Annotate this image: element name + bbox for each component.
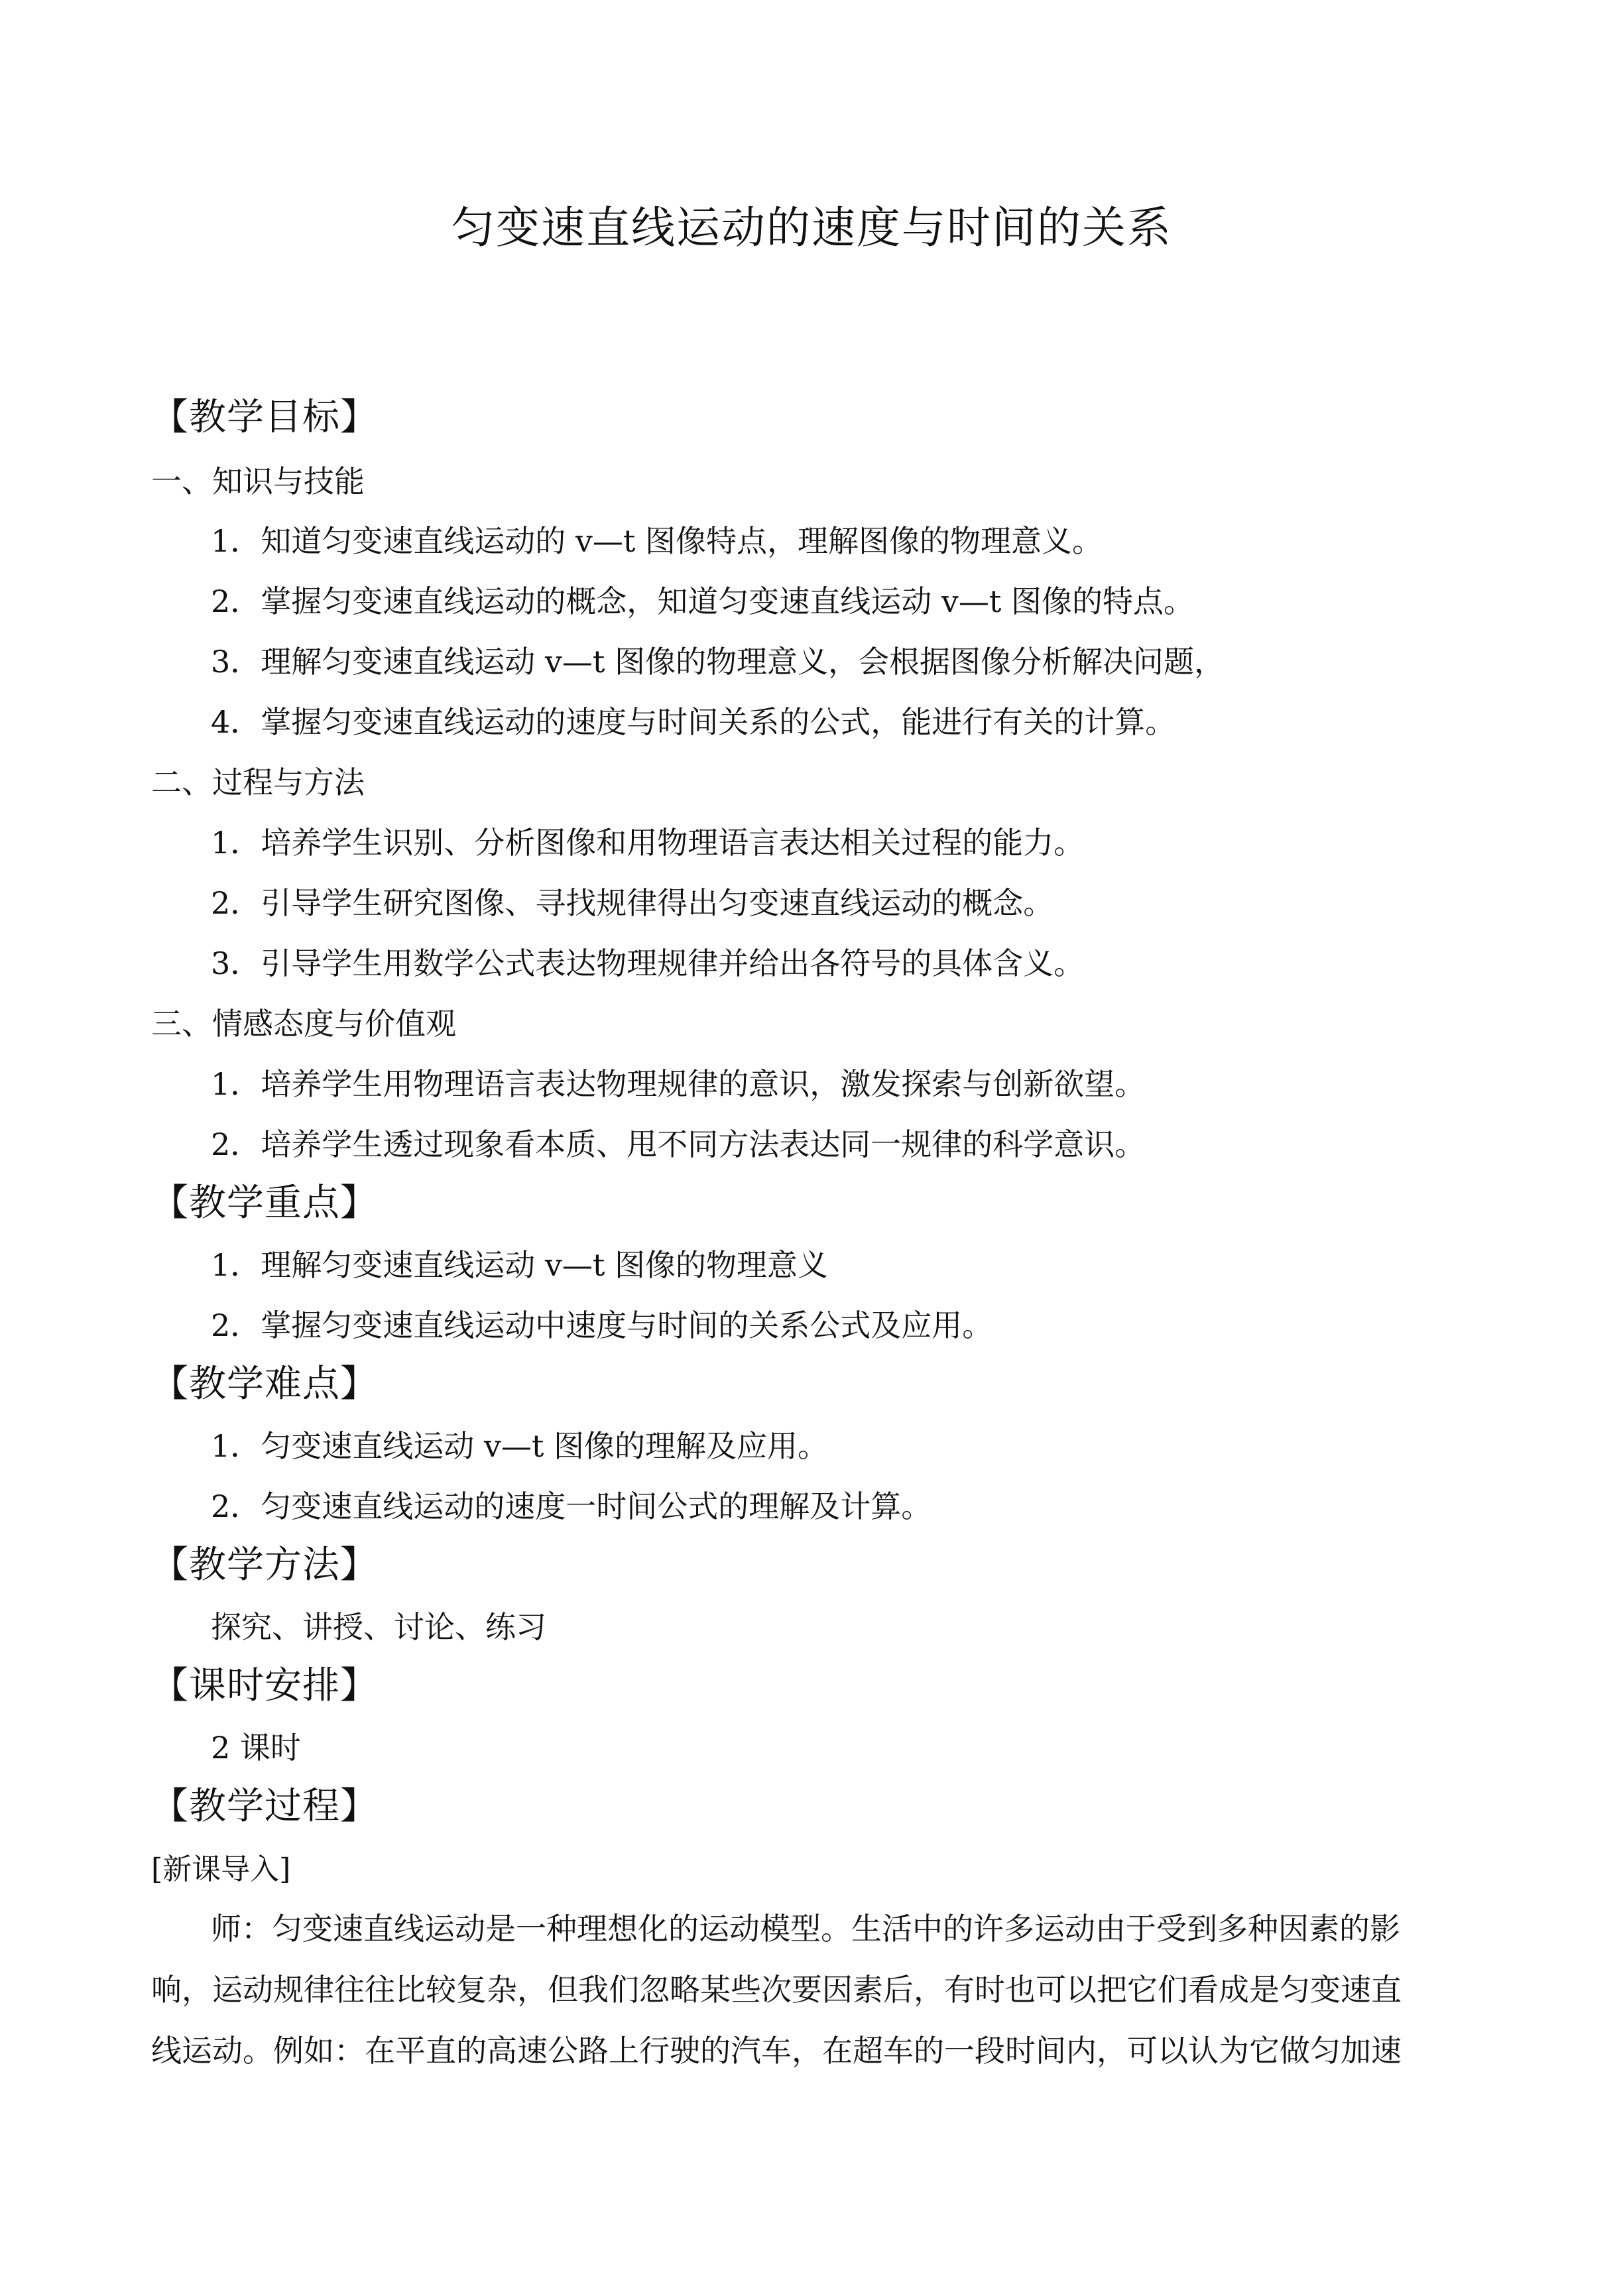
section-heading-procedure: 【教学过程】	[151, 1785, 378, 1828]
document-title: 匀变速直线运动的速度与时间的关系	[451, 202, 1172, 253]
subsection-heading-emotion: 三、情感态度与价值观	[151, 1006, 456, 1042]
list-item: 2．掌握匀变速直线运动中速度与时间的关系公式及应用。	[211, 1307, 993, 1343]
section-heading-methods: 【教学方法】	[151, 1543, 378, 1587]
list-item: 3．引导学生用数学公式表达物理规律并给出各符号的具体含义。	[211, 945, 1085, 981]
subsection-heading-process: 二、过程与方法	[151, 764, 365, 800]
subsection-heading-knowledge: 一、知识与技能	[151, 463, 365, 499]
list-item: 1．知道匀变速直线运动的 v—t 图像特点，理解图像的物理意义。	[211, 523, 1103, 559]
list-item: 2．掌握匀变速直线运动的概念，知道匀变速直线运动 v—t 图像的特点。	[211, 583, 1194, 619]
list-item: 4．掌握匀变速直线运动的速度与时间关系的公式，能进行有关的计算。	[211, 704, 1176, 740]
list-item: 1．培养学生识别、分析图像和用物理语言表达相关过程的能力。	[211, 825, 1085, 861]
list-item: 1．理解匀变速直线运动 v—t 图像的物理意义	[211, 1247, 828, 1283]
list-item: 2．匀变速直线运动的速度一时间公式的理解及计算。	[211, 1488, 932, 1524]
intro-label: [新课导入]	[151, 1852, 291, 1886]
list-item: 3．理解匀变速直线运动 v—t 图像的物理意义，会根据图像分析解决问题，	[211, 644, 1225, 680]
list-item: 2．培养学生透过现象看本质、甩不同方法表达同一规律的科学意识。	[211, 1126, 1146, 1162]
paragraph-line: 师：匀变速直线运动是一种理想化的运动模型。生活中的许多运动由于受到多种因素的影	[211, 1911, 1400, 1947]
section-heading-schedule: 【课时安排】	[151, 1664, 378, 1707]
section-heading-objectives: 【教学目标】	[151, 396, 378, 439]
methods-text: 探究、讲授、讨论、练习	[211, 1609, 546, 1645]
list-item: 1．培养学生用物理语言表达物理规律的意识，激发探索与创新欲望。	[211, 1066, 1146, 1102]
section-heading-key-points: 【教学重点】	[151, 1181, 378, 1225]
section-heading-difficulties: 【教学难点】	[151, 1362, 378, 1406]
list-item: 2．引导学生研究图像、寻找规律得出匀变速直线运动的概念。	[211, 885, 1054, 921]
schedule-text: 2 课时	[211, 1730, 301, 1766]
paragraph-line: 线运动。例如：在平直的高速公路上行驶的汽车，在超车的一段时间内，可以认为它做匀加速	[151, 2033, 1402, 2069]
list-item: 1．匀变速直线运动 v—t 图像的理解及应用。	[211, 1428, 828, 1464]
paragraph-line: 响，运动规律往往比较复杂，但我们忽略某些次要因素后，有时也可以把它们看成是匀变速直	[151, 1972, 1402, 2008]
